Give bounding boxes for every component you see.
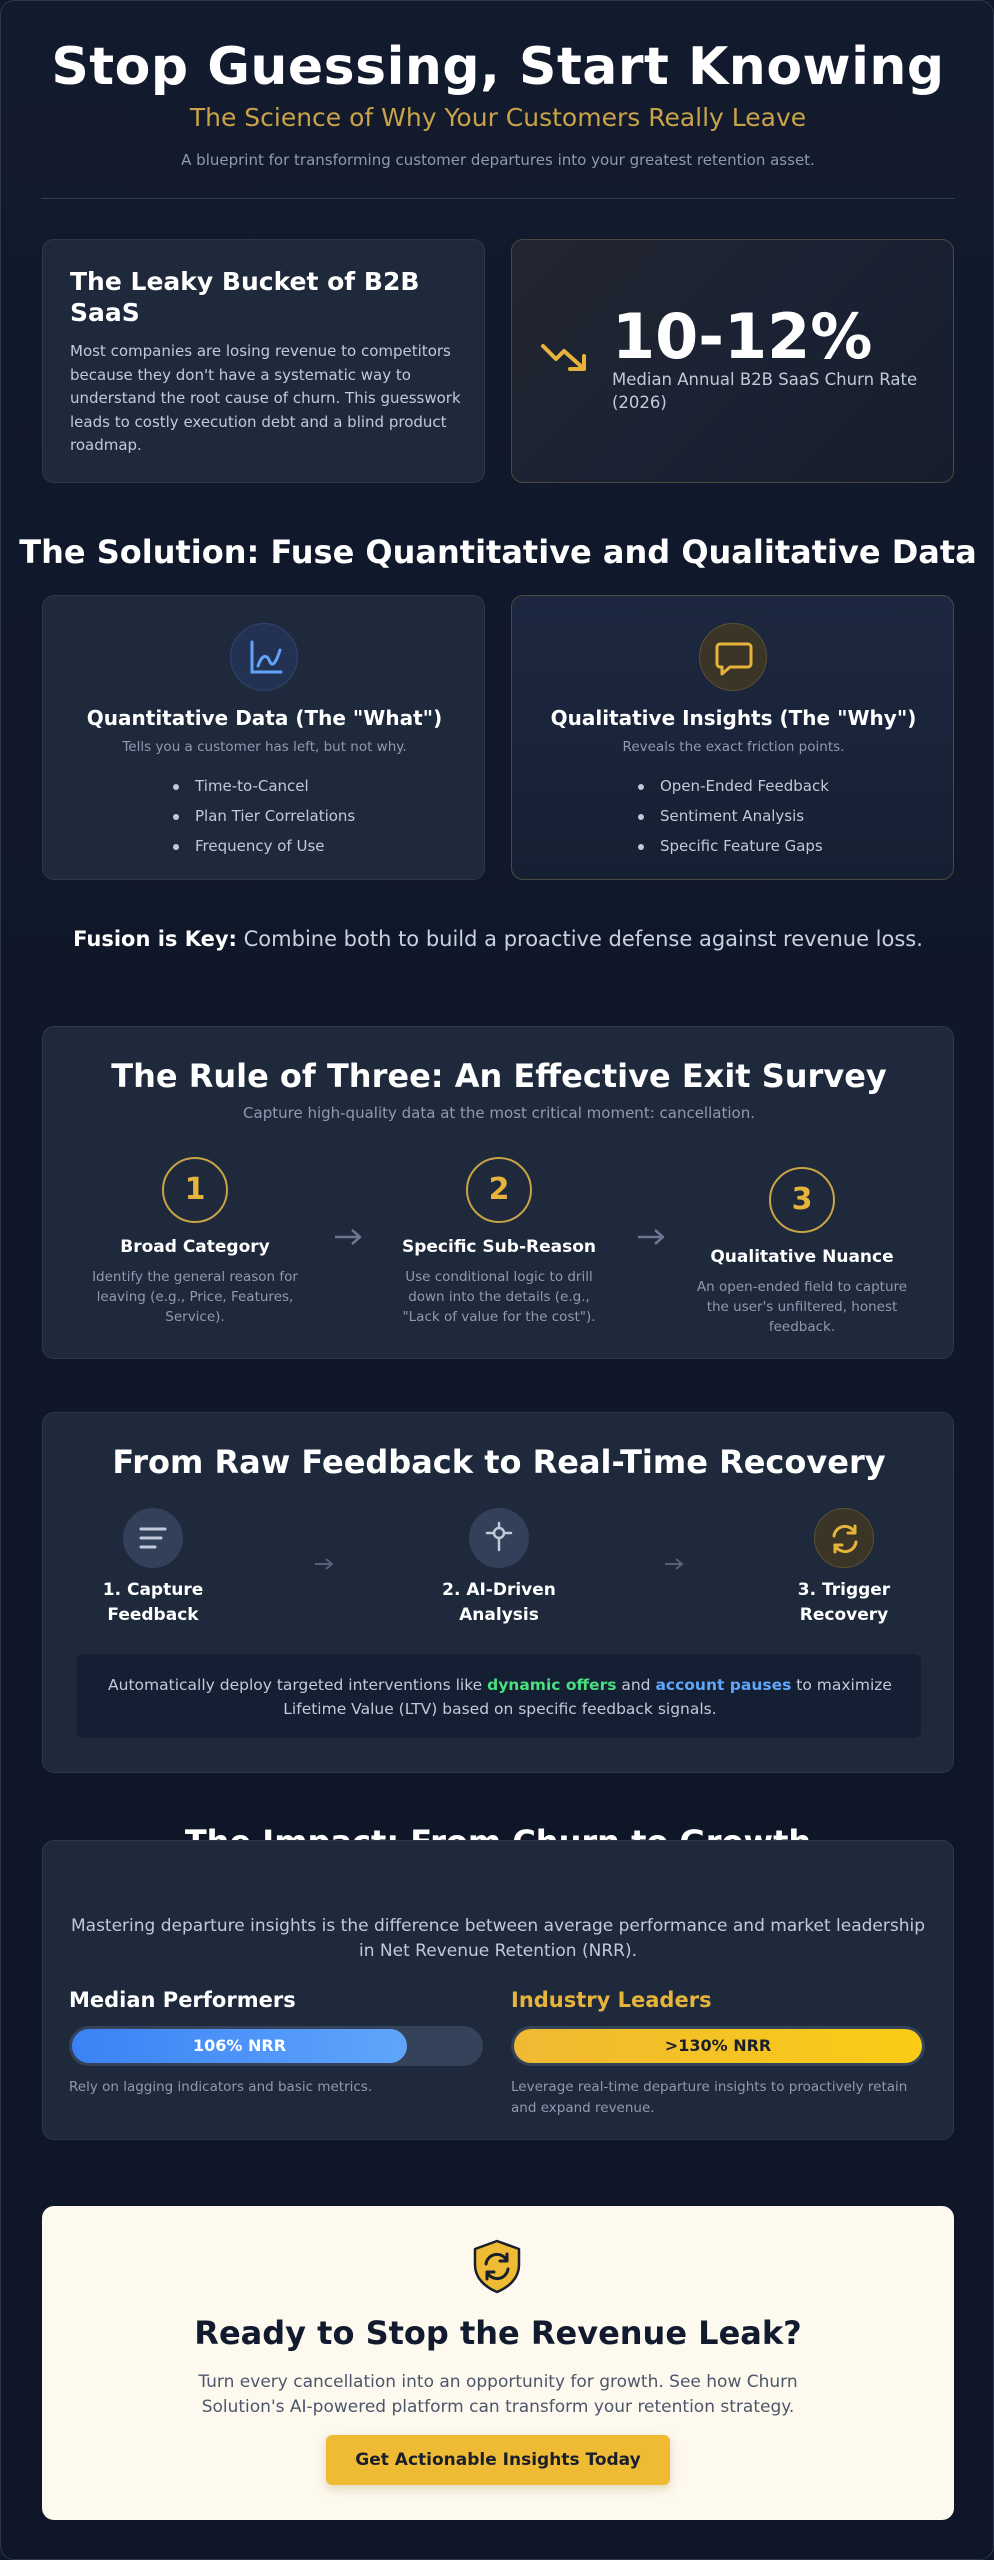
step-desc-3: An open-ended field to capture the user's unfiltered, honest feedback. (696, 1279, 908, 1335)
median-nrr-bar (69, 2026, 483, 2066)
arrow-right-icon (333, 1227, 363, 1247)
flow-step-3-label: 3. Trigger Recovery (797, 1580, 891, 1625)
arrow-right-icon (636, 1227, 666, 1247)
industry-leaders-title: Industry Leaders (511, 1988, 712, 2012)
hero-title: Stop Guessing, Start Knowing (51, 37, 945, 97)
step-number-1: 1 (162, 1157, 228, 1223)
list-item: Specific Feature Gaps (658, 831, 938, 861)
recovery-text-part: and (616, 1676, 656, 1694)
median-performers-note: Rely on lagging indicators and basic metrics. (69, 2079, 373, 2095)
step-number-2: 2 (466, 1157, 532, 1223)
step-title-2: Specific Sub-Reason (401, 1237, 596, 1257)
recovery-text-part: to maximize Lifetime Value (LTV) based on specific feedback signals. (283, 1676, 892, 1718)
flow-step-1-label: 1. Capture Feedback (102, 1580, 204, 1625)
impact-content (42, 1840, 954, 2140)
churn-stat-label: Median Annual B2B SaaS Churn Rate (2026) (612, 370, 918, 412)
shield-refresh-icon (467, 2236, 527, 2296)
median-performers-title: Median Performers (69, 1988, 296, 2012)
cta-body: Turn every cancellation into an opportunity for growth. See how Churn Solution's AI-powered platform can transform your retention strategy. (198, 2372, 798, 2417)
highlight-dynamic-offers: dynamic offers (487, 1676, 617, 1694)
quantitative-title: Quantitative Data (The "What") (86, 706, 443, 730)
list-item: Open-Ended Feedback (658, 771, 938, 801)
recovery-card (42, 1412, 954, 1773)
churn-stat-value: 10-12% (612, 300, 873, 373)
rule-subtitle: Capture high-quality data at the most critical moment: cancellation. (243, 1104, 755, 1122)
line-chart-icon (230, 623, 298, 691)
impact-intro: Mastering departure insights is the difference between average performance and market leadership in Net Revenue Retention (NRR). (70, 1916, 925, 1961)
step-desc-2: Use conditional logic to drill down into the details (e.g., "Lack of value for the cost"). (402, 1269, 596, 1325)
median-nrr-fill: 106% NRR (72, 2029, 407, 2063)
hero-tagline: A blueprint for transforming customer departures into your greatest retention asset. (181, 151, 815, 169)
quantitative-card (42, 595, 485, 880)
recovery-title: From Raw Feedback to Real-Time Recovery (112, 1443, 886, 1481)
chat-bubble-icon (699, 623, 767, 691)
hero-subtitle: The Science of Why Your Customers Really Leave (189, 103, 807, 132)
fusion-statement (1, 927, 994, 951)
qualitative-subtitle: Reveals the exact friction points. (622, 739, 845, 755)
fusion-text: Combine both to build a proactive defense against revenue loss. (236, 927, 923, 951)
industry-leaders-note: Leverage real-time departure insights to proactively retain and expand revenue. (511, 2079, 908, 2116)
step-title-3: Qualitative Nuance (710, 1247, 894, 1267)
leaders-nrr-fill: >130% NRR (514, 2029, 922, 2063)
highlight-account-pauses: account pauses (655, 1676, 792, 1694)
cta-card (42, 2206, 954, 2520)
qualitative-card (511, 595, 954, 880)
header-divider (41, 198, 955, 199)
qualitative-title: Qualitative Insights (The "Why") (550, 706, 917, 730)
leaky-bucket-body: Most companies are losing revenue to competitors because they don't have a systematic way to understand the root cause of churn. This guesswork leads to costly execution debt and a blind product roadmap. (70, 342, 461, 454)
list-item: Time-to-Cancel (193, 771, 473, 801)
rule-of-three-card (42, 1026, 954, 1359)
recovery-text (107, 1673, 893, 1721)
flow-step-2-label: 2. AI-Driven Analysis (442, 1580, 556, 1625)
arrow-right-icon (663, 1557, 685, 1571)
ai-chip-icon (469, 1508, 529, 1568)
leaders-nrr-bar (511, 2026, 925, 2066)
cta-title: Ready to Stop the Revenue Leak? (194, 2314, 802, 2352)
quantitative-subtitle: Tells you a customer has left, but not why. (122, 739, 407, 755)
quantitative-list (193, 771, 473, 861)
trending-down-icon (540, 340, 590, 374)
rule-title: The Rule of Three: An Effective Exit Survey (111, 1057, 887, 1095)
qualitative-list (658, 771, 938, 861)
get-insights-button[interactable]: Get Actionable Insights Today (326, 2435, 670, 2485)
list-item: Plan Tier Correlations (193, 801, 473, 831)
recovery-text-part: Automatically deploy targeted interventions like (108, 1676, 488, 1694)
leaky-bucket-card (42, 239, 485, 483)
churn-stat-card (511, 239, 954, 483)
solution-title: The Solution: Fuse Quantitative and Qualitative Data (19, 533, 977, 571)
step-desc-1: Identify the general reason for leaving (e.g., Price, Features, Service). (92, 1269, 298, 1325)
list-lines-icon (123, 1508, 183, 1568)
step-title-1: Broad Category (120, 1237, 270, 1257)
fusion-label: Fusion is Key: (73, 927, 237, 951)
list-item: Sentiment Analysis (658, 801, 938, 831)
step-number-3: 3 (769, 1167, 835, 1233)
arrow-right-icon (313, 1557, 335, 1571)
list-item: Frequency of Use (193, 831, 473, 861)
leaky-bucket-title: The Leaky Bucket of B2B SaaS (70, 267, 420, 327)
recovery-callout (76, 1653, 922, 1739)
refresh-cycle-icon (814, 1508, 874, 1568)
